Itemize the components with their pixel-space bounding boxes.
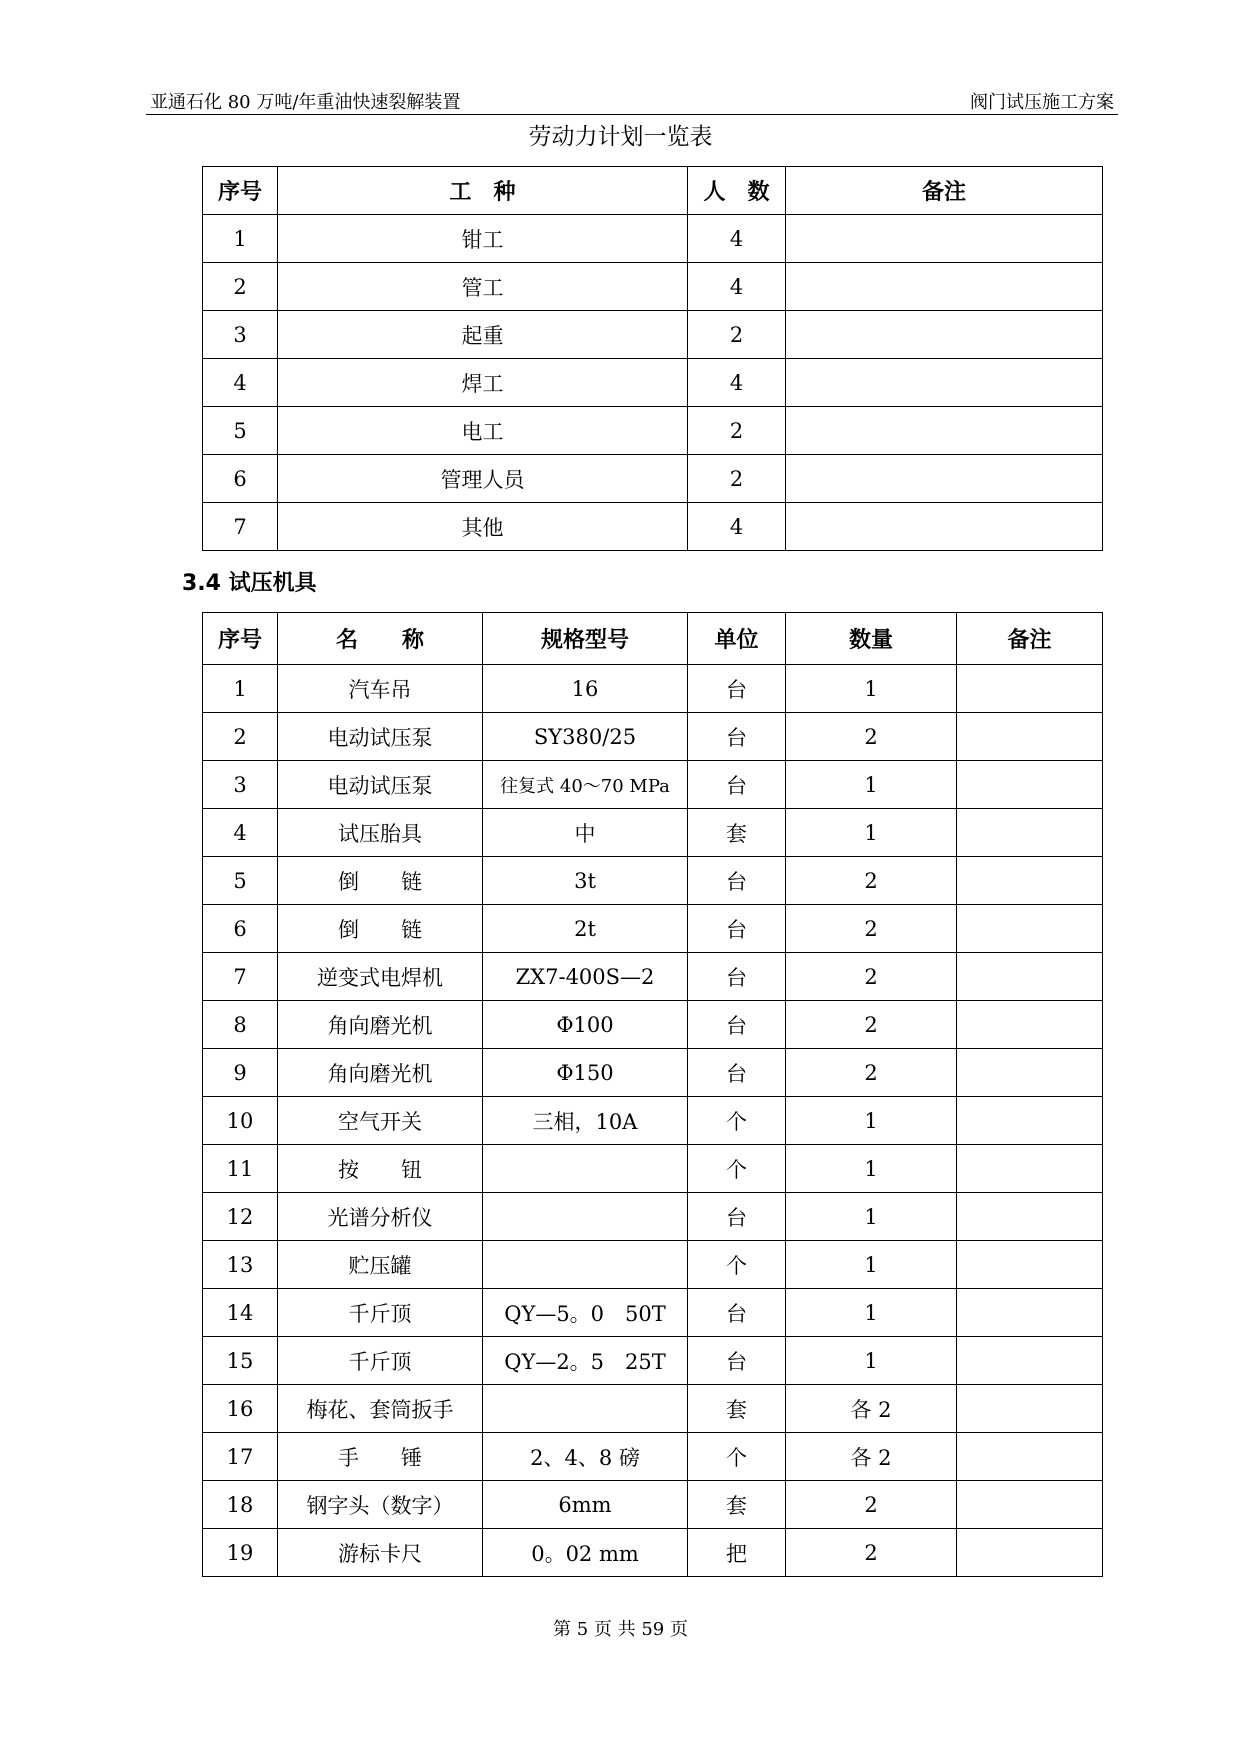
table-row xyxy=(203,665,1103,713)
cell-qty: 2 xyxy=(786,1529,957,1577)
cell-spec: ZX7-400S—2 xyxy=(483,953,688,1001)
cell-name: 电动试压泵 xyxy=(278,713,483,761)
cell-spec: Φ150 xyxy=(483,1049,688,1097)
cell-name: 钢字头（数字） xyxy=(278,1481,483,1529)
col-header-spec: 规格型号 xyxy=(483,613,688,665)
cell-note xyxy=(957,809,1103,857)
table-row xyxy=(203,1097,1103,1145)
cell-qty: 2 xyxy=(786,1481,957,1529)
cell-name: 试压胎具 xyxy=(278,809,483,857)
cell-spec: 0。02 mm xyxy=(483,1529,688,1577)
table-row xyxy=(203,359,1103,407)
cell-note xyxy=(957,761,1103,809)
cell-note xyxy=(957,1433,1103,1481)
cell-note xyxy=(786,455,1103,503)
cell-unit: 把 xyxy=(688,1529,786,1577)
cell-name: 角向磨光机 xyxy=(278,1049,483,1097)
cell-spec: 3t xyxy=(483,857,688,905)
table-row xyxy=(203,455,1103,503)
cell-no: 2 xyxy=(203,713,278,761)
table-row xyxy=(203,1385,1103,1433)
equipment-table xyxy=(202,612,1103,1577)
cell-qty: 1 xyxy=(786,1337,957,1385)
cell-spec: QY—2。5 25T xyxy=(483,1337,688,1385)
cell-no: 1 xyxy=(203,665,278,713)
cell-spec: 2t xyxy=(483,905,688,953)
cell-count: 4 xyxy=(688,263,786,311)
table-row xyxy=(203,905,1103,953)
cell-unit: 台 xyxy=(688,1001,786,1049)
cell-unit: 台 xyxy=(688,761,786,809)
cell-spec xyxy=(483,1385,688,1433)
cell-name: 逆变式电焊机 xyxy=(278,953,483,1001)
col-header-no: 序号 xyxy=(203,167,278,215)
cell-qty: 2 xyxy=(786,713,957,761)
cell-no: 7 xyxy=(203,503,278,551)
table-row xyxy=(203,1241,1103,1289)
cell-note xyxy=(957,1049,1103,1097)
col-header-no: 序号 xyxy=(203,613,278,665)
cell-no: 14 xyxy=(203,1289,278,1337)
cell-unit: 套 xyxy=(688,1385,786,1433)
cell-qty: 2 xyxy=(786,1049,957,1097)
cell-count: 4 xyxy=(688,359,786,407)
cell-note xyxy=(957,1337,1103,1385)
page-header xyxy=(146,86,1118,115)
cell-name: 空气开关 xyxy=(278,1097,483,1145)
cell-qty: 1 xyxy=(786,1193,957,1241)
cell-qty: 1 xyxy=(786,1097,957,1145)
cell-spec xyxy=(483,1193,688,1241)
cell-name: 角向磨光机 xyxy=(278,1001,483,1049)
cell-trade: 其他 xyxy=(278,503,688,551)
cell-unit: 个 xyxy=(688,1241,786,1289)
cell-qty: 1 xyxy=(786,1241,957,1289)
cell-qty: 1 xyxy=(786,809,957,857)
cell-qty: 1 xyxy=(786,1289,957,1337)
cell-no: 18 xyxy=(203,1481,278,1529)
cell-note xyxy=(957,1529,1103,1577)
table-row xyxy=(203,761,1103,809)
table-row xyxy=(203,407,1103,455)
table-row xyxy=(203,215,1103,263)
table-row xyxy=(203,1145,1103,1193)
cell-note xyxy=(786,263,1103,311)
cell-spec: 16 xyxy=(483,665,688,713)
cell-count: 2 xyxy=(688,311,786,359)
table-row xyxy=(203,1049,1103,1097)
cell-note xyxy=(957,953,1103,1001)
cell-note xyxy=(957,1289,1103,1337)
page-footer: 第 5 页 共 59 页 xyxy=(553,1619,688,1640)
cell-name: 梅花、套筒扳手 xyxy=(278,1385,483,1433)
cell-qty: 2 xyxy=(786,1001,957,1049)
cell-spec: 三相，10A xyxy=(483,1097,688,1145)
cell-count: 2 xyxy=(688,407,786,455)
cell-note xyxy=(957,905,1103,953)
cell-trade: 电工 xyxy=(278,407,688,455)
cell-spec: 6mm xyxy=(483,1481,688,1529)
cell-unit: 台 xyxy=(688,905,786,953)
table-row xyxy=(203,311,1103,359)
cell-note xyxy=(957,857,1103,905)
header-document-name: 阀门试压施工方案 xyxy=(970,92,1114,113)
cell-no: 6 xyxy=(203,905,278,953)
cell-qty: 1 xyxy=(786,761,957,809)
col-header-qty: 数量 xyxy=(786,613,957,665)
cell-note xyxy=(786,359,1103,407)
table-row xyxy=(203,1193,1103,1241)
cell-no: 3 xyxy=(203,761,278,809)
cell-unit: 套 xyxy=(688,809,786,857)
cell-count: 4 xyxy=(688,215,786,263)
col-header-unit: 单位 xyxy=(688,613,786,665)
cell-trade: 焊工 xyxy=(278,359,688,407)
cell-no: 17 xyxy=(203,1433,278,1481)
table-row xyxy=(203,1337,1103,1385)
cell-no: 4 xyxy=(203,809,278,857)
cell-unit: 台 xyxy=(688,713,786,761)
cell-note xyxy=(957,1385,1103,1433)
table-row xyxy=(203,1433,1103,1481)
cell-name: 千斤顶 xyxy=(278,1289,483,1337)
cell-note xyxy=(786,311,1103,359)
cell-no: 12 xyxy=(203,1193,278,1241)
cell-no: 3 xyxy=(203,311,278,359)
col-header-name: 名 称 xyxy=(278,613,483,665)
labor-table-title: 劳动力计划一览表 xyxy=(528,124,713,150)
cell-spec: 2、4、8 磅 xyxy=(483,1433,688,1481)
table-row xyxy=(203,809,1103,857)
cell-spec: QY—5。0 50T xyxy=(483,1289,688,1337)
table-row xyxy=(203,857,1103,905)
cell-note xyxy=(957,1481,1103,1529)
cell-note xyxy=(957,1145,1103,1193)
cell-unit: 台 xyxy=(688,1289,786,1337)
cell-unit: 台 xyxy=(688,953,786,1001)
cell-unit: 台 xyxy=(688,857,786,905)
cell-note xyxy=(957,1097,1103,1145)
cell-no: 5 xyxy=(203,857,278,905)
cell-note xyxy=(957,1193,1103,1241)
cell-qty: 各 2 xyxy=(786,1433,957,1481)
cell-unit: 个 xyxy=(688,1145,786,1193)
cell-name: 按 钮 xyxy=(278,1145,483,1193)
cell-qty: 各 2 xyxy=(786,1385,957,1433)
cell-spec xyxy=(483,1241,688,1289)
equipment-table-header-row xyxy=(203,613,1103,665)
cell-name: 游标卡尺 xyxy=(278,1529,483,1577)
cell-no: 13 xyxy=(203,1241,278,1289)
cell-count: 4 xyxy=(688,503,786,551)
cell-unit: 个 xyxy=(688,1097,786,1145)
cell-unit: 台 xyxy=(688,1337,786,1385)
cell-note xyxy=(957,713,1103,761)
col-header-note: 备注 xyxy=(957,613,1103,665)
cell-no: 4 xyxy=(203,359,278,407)
cell-trade: 管理人员 xyxy=(278,455,688,503)
cell-qty: 1 xyxy=(786,665,957,713)
cell-spec: Φ100 xyxy=(483,1001,688,1049)
cell-name: 电动试压泵 xyxy=(278,761,483,809)
cell-no: 8 xyxy=(203,1001,278,1049)
cell-no: 1 xyxy=(203,215,278,263)
col-header-trade: 工 种 xyxy=(278,167,688,215)
table-row xyxy=(203,1529,1103,1577)
table-row xyxy=(203,713,1103,761)
header-project-name: 亚通石化 80 万吨/年重油快速裂解装置 xyxy=(150,92,461,113)
labor-table-header-row xyxy=(203,167,1103,215)
cell-spec xyxy=(483,1145,688,1193)
cell-no: 5 xyxy=(203,407,278,455)
table-row xyxy=(203,953,1103,1001)
cell-name: 光谱分析仪 xyxy=(278,1193,483,1241)
cell-qty: 2 xyxy=(786,953,957,1001)
cell-unit: 个 xyxy=(688,1433,786,1481)
cell-name: 手 锤 xyxy=(278,1433,483,1481)
cell-name: 千斤顶 xyxy=(278,1337,483,1385)
cell-trade: 钳工 xyxy=(278,215,688,263)
cell-no: 2 xyxy=(203,263,278,311)
cell-no: 6 xyxy=(203,455,278,503)
cell-no: 7 xyxy=(203,953,278,1001)
cell-qty: 2 xyxy=(786,905,957,953)
cell-name: 倒 链 xyxy=(278,857,483,905)
cell-note xyxy=(786,407,1103,455)
table-row xyxy=(203,1481,1103,1529)
cell-name: 贮压罐 xyxy=(278,1241,483,1289)
col-header-note: 备注 xyxy=(786,167,1103,215)
cell-note xyxy=(786,215,1103,263)
cell-note xyxy=(957,1001,1103,1049)
cell-trade: 管工 xyxy=(278,263,688,311)
col-header-count: 人 数 xyxy=(688,167,786,215)
cell-name: 汽车吊 xyxy=(278,665,483,713)
cell-no: 10 xyxy=(203,1097,278,1145)
cell-unit: 台 xyxy=(688,1049,786,1097)
table-row xyxy=(203,503,1103,551)
labor-plan-table xyxy=(202,166,1103,551)
cell-unit: 套 xyxy=(688,1481,786,1529)
cell-qty: 2 xyxy=(786,857,957,905)
cell-unit: 台 xyxy=(688,665,786,713)
table-row xyxy=(203,1001,1103,1049)
cell-no: 19 xyxy=(203,1529,278,1577)
cell-trade: 起重 xyxy=(278,311,688,359)
cell-no: 15 xyxy=(203,1337,278,1385)
section-title: 3.4 试压机具 xyxy=(182,571,317,596)
cell-spec: SY380/25 xyxy=(483,713,688,761)
cell-note xyxy=(957,665,1103,713)
cell-count: 2 xyxy=(688,455,786,503)
cell-no: 16 xyxy=(203,1385,278,1433)
cell-qty: 1 xyxy=(786,1145,957,1193)
cell-name: 倒 链 xyxy=(278,905,483,953)
cell-no: 11 xyxy=(203,1145,278,1193)
cell-unit: 台 xyxy=(688,1193,786,1241)
cell-spec: 中 xyxy=(483,809,688,857)
table-row xyxy=(203,1289,1103,1337)
cell-no: 9 xyxy=(203,1049,278,1097)
table-row xyxy=(203,263,1103,311)
cell-note xyxy=(786,503,1103,551)
cell-note xyxy=(957,1241,1103,1289)
cell-spec: 往复式 40～70 MPa xyxy=(483,761,688,809)
